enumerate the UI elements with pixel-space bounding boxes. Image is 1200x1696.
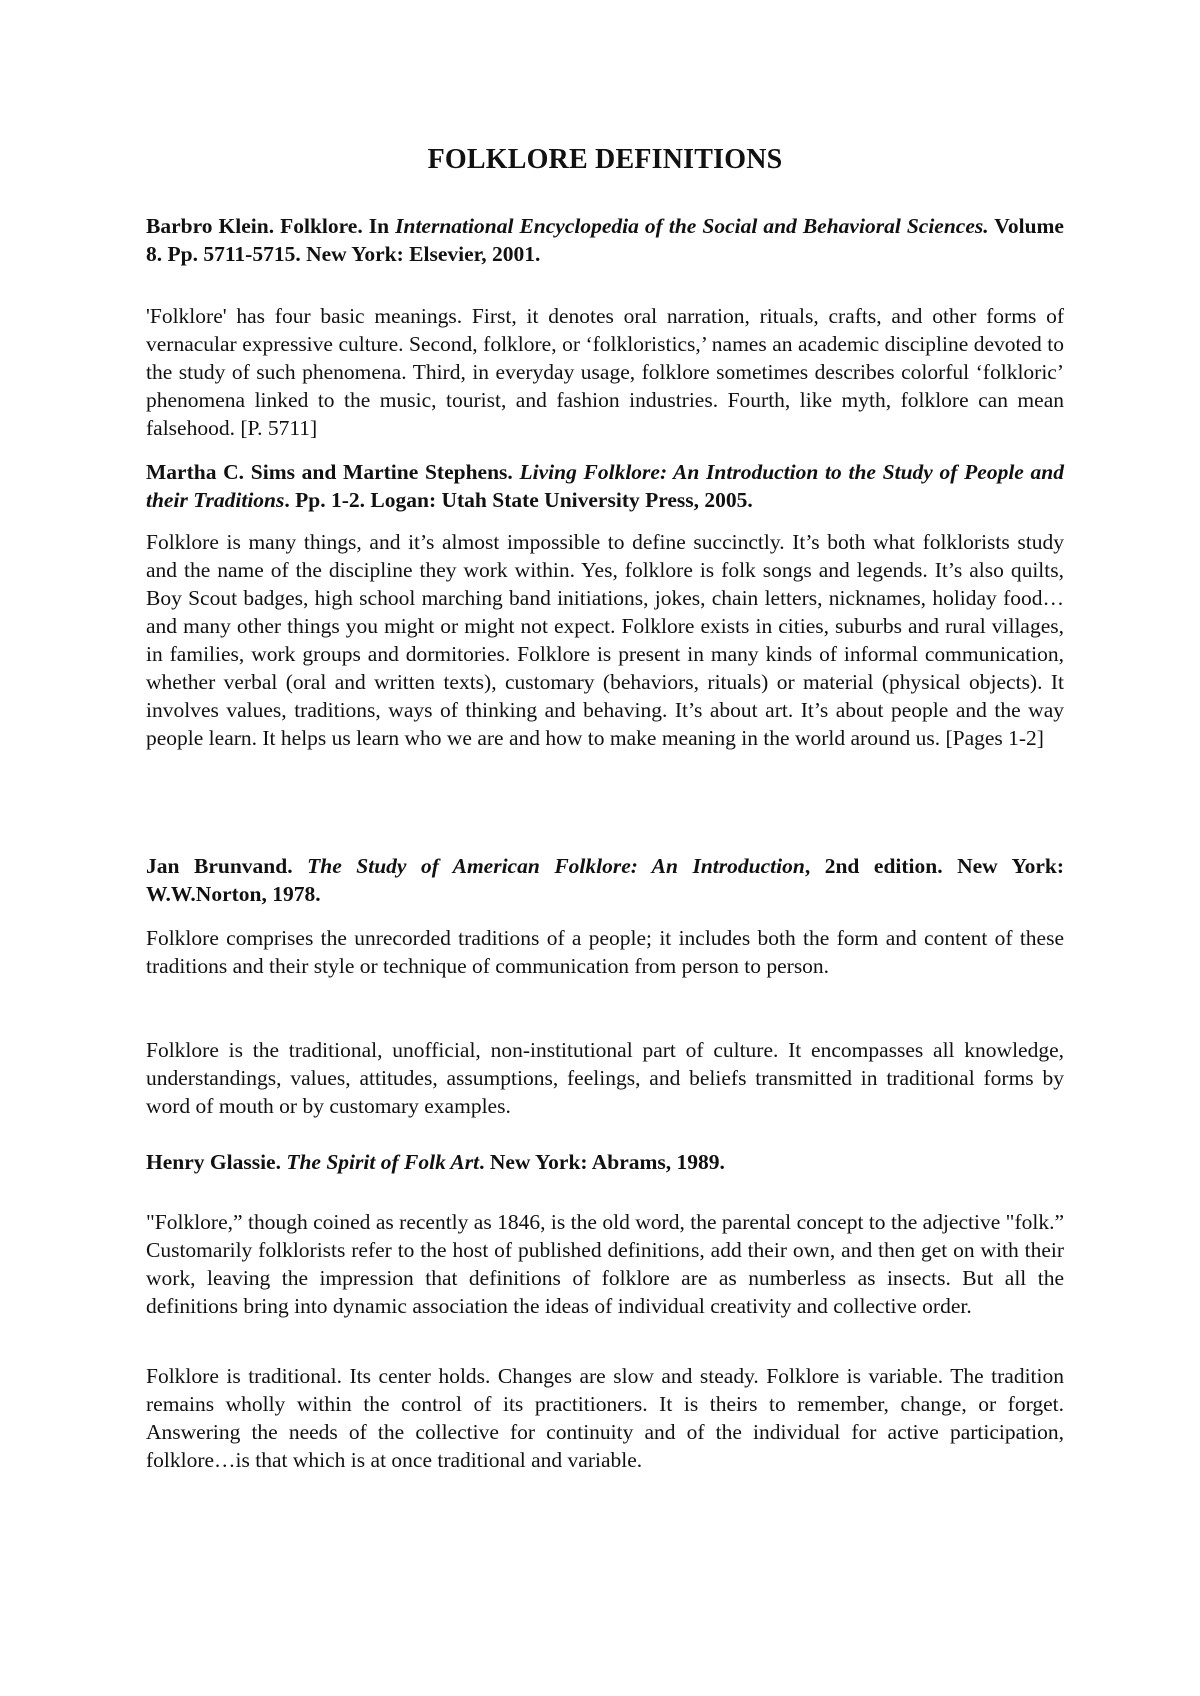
citation-klein xyxy=(146,212,1064,268)
citation-details: Volume 8. Pp. 5711-5715. New York: Elsevier, 2001. xyxy=(146,214,1064,266)
citation-work: Living Folklore: An Introduction to the Study of People and their Traditions xyxy=(146,460,1064,512)
citation-details: . Pp. 1-2. Logan: Utah State University Press, 2005. xyxy=(284,488,753,512)
definition-paragraph: "Folklore,” though coined as recently as 1846, is the old word, the parental concept to the adjective "folk.” Customarily folklorists refer to the host of published definitions, add their own, and then get on with their work, leaving the impression that definitions of folklore are as numberless as insects. But all the definitions bring into dynamic association the ideas of individual creativity and collective order. xyxy=(146,1210,1064,1318)
page-title: FOLKLORE DEFINITIONS xyxy=(427,144,783,175)
citation-glassie xyxy=(146,1148,1064,1176)
citation-sims-stephens xyxy=(146,458,1064,514)
citation-work: The Spirit of Folk Art xyxy=(286,1150,480,1174)
definition-paragraph: Folklore comprises the unrecorded traditions of a people; it includes both the form and content of these traditions and their style or technique of communication from person to person. xyxy=(146,926,1064,978)
citation-author: Martha C. Sims and Martine Stephens. xyxy=(146,460,520,484)
citation-work: The Study of American Folklore: An Introduction xyxy=(307,854,805,878)
citation-author: Barbro Klein. Folklore. In xyxy=(146,214,396,238)
definition-paragraph: 'Folklore' has four basic meanings. First, it denotes oral narration, rituals, crafts, and other forms of vernacular expressive culture. Second, folklore, or ‘folkloristics,’ names an academic discipline devoted to the study of such phenomena. Third, in everyday usage, folklore sometimes describes colorful ‘folkloric’ phenomena linked to the music, tourist, and fashion industries. Fourth, like myth, folklore can mean falsehood. [P. 5711] xyxy=(146,304,1064,440)
citation-author: Henry Glassie. xyxy=(146,1150,287,1174)
definition-paragraph: Folklore is traditional. Its center holds. Changes are slow and steady. Folklore is variable. The tradition remains wholly within the control of its practitioners. It is theirs to remember, change, or forget. Answering the needs of the collective for continuity and of the individual for active participation, folklore…is that which is at once traditional and variable. xyxy=(146,1364,1064,1472)
definition-paragraph: Folklore is many things, and it’s almost impossible to define succinctly. It’s both what folklorists study and the name of the discipline they work within. Yes, folklore is folk songs and legends. It’s also quilts, Boy Scout badges, high school marching band initiations, jokes, chain letters, nicknames, holiday food… and many other things you might or might not expect. Folklore exists in cities, suburbs and rural villages, in families, work groups and dormitories. Folklore is present in many kinds of informal communication, whether verbal (oral and written texts), customary (behaviors, rituals) or material (physical objects). It involves values, traditions, ways of thinking and behaving. It’s about art. It’s about people and the way people learn. It helps us learn who we are and how to make meaning in the world around us. [Pages 1-2] xyxy=(146,530,1064,750)
citation-work: International Encyclopedia of the Social and Behavioral Sciences. xyxy=(395,214,989,238)
citation-author: Jan Brunvand. xyxy=(146,854,308,878)
citation-details: . New York: Abrams, 1989. xyxy=(479,1150,725,1174)
citation-brunvand xyxy=(146,852,1064,908)
citation-details: , 2nd edition. New York: W.W.Norton, 1978. xyxy=(146,854,1064,906)
definition-paragraph: Folklore is the traditional, unofficial, non-institutional part of culture. It encompasses all knowledge, understandings, values, attitudes, assumptions, feelings, and beliefs transmitted in traditional forms by word of mouth or by customary examples. xyxy=(146,1038,1064,1118)
